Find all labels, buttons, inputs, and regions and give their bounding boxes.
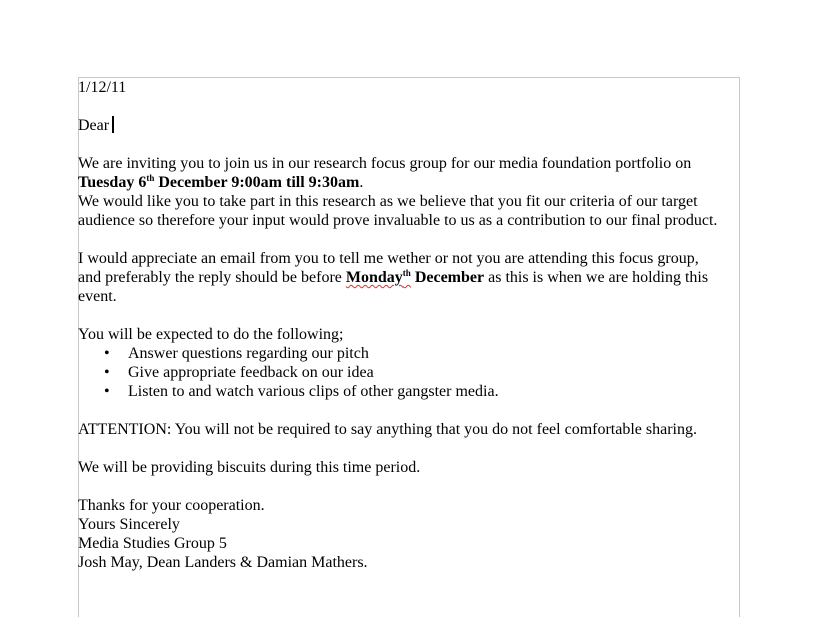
list-item: [78, 363, 742, 382]
misspelled-word[interactable]: [346, 269, 411, 286]
bullet-icon: •: [104, 345, 110, 362]
attention-note: ATTENTION: You will not be required to say anything that you do not feel comfortable sharing.: [78, 421, 697, 438]
text-cursor: [112, 116, 114, 133]
reply-line-2-end: as this is when we are holding this: [484, 269, 709, 286]
bullet-icon: •: [104, 364, 110, 381]
salutation: Dear: [78, 117, 110, 134]
reply-line-1: I would appreciate an email from you to tell me wether or not you are attending this focus group,: [78, 250, 699, 267]
closing-group: Media Studies Group 5: [78, 535, 227, 552]
list-item-text: Answer questions regarding our pitch: [128, 345, 369, 362]
closing-names: Josh May, Dean Landers & Damian Mathers.: [78, 554, 368, 571]
event-day-suffix: th: [146, 173, 155, 183]
list-item: [78, 382, 742, 401]
deadline-day: Monday: [345, 269, 403, 286]
paragraph-research: [78, 192, 742, 230]
reply-deadline: [346, 269, 484, 286]
letter-body[interactable]: [78, 78, 742, 572]
list-item-text: Give appropriate feedback on our idea: [128, 364, 374, 381]
event-time: December 9:00am till 9:30am: [154, 174, 360, 191]
letter-date: 1/12/11: [78, 79, 127, 96]
list-item-text: Listen to and watch various clips of other gangster media.: [128, 383, 499, 400]
closing-thanks: Thanks for your cooperation.: [78, 497, 265, 514]
bullet-icon: •: [104, 383, 110, 400]
paragraph-reply: [78, 249, 742, 306]
paragraph-invitation: [78, 154, 742, 192]
closing-sign-off: Yours Sincerely: [78, 516, 180, 533]
deadline-day-suffix: th: [402, 268, 411, 278]
research-line-1: We would like you to take part in this research as we believe that you fit our criteria of our target: [78, 193, 698, 210]
reply-line-3: event.: [78, 288, 117, 305]
event-date: [78, 174, 359, 191]
deadline-month: December: [410, 269, 485, 286]
research-line-2: audience so therefore your input would prove invaluable to us as a contribution to our final product.: [78, 212, 718, 229]
biscuits-note: We will be providing biscuits during this time period.: [78, 459, 421, 476]
expected-intro: You will be expected to do the following;: [78, 326, 344, 343]
list-item: [78, 344, 742, 363]
invitation-period: .: [359, 174, 364, 191]
invitation-intro: We are inviting you to join us in our research focus group for our media foundation portfolio on: [78, 155, 692, 172]
expectations-list: [78, 344, 742, 401]
salutation-line: [78, 116, 742, 135]
event-day: Tuesday 6: [78, 174, 147, 191]
reply-line-2-start: and preferably the reply should be before: [78, 269, 346, 286]
